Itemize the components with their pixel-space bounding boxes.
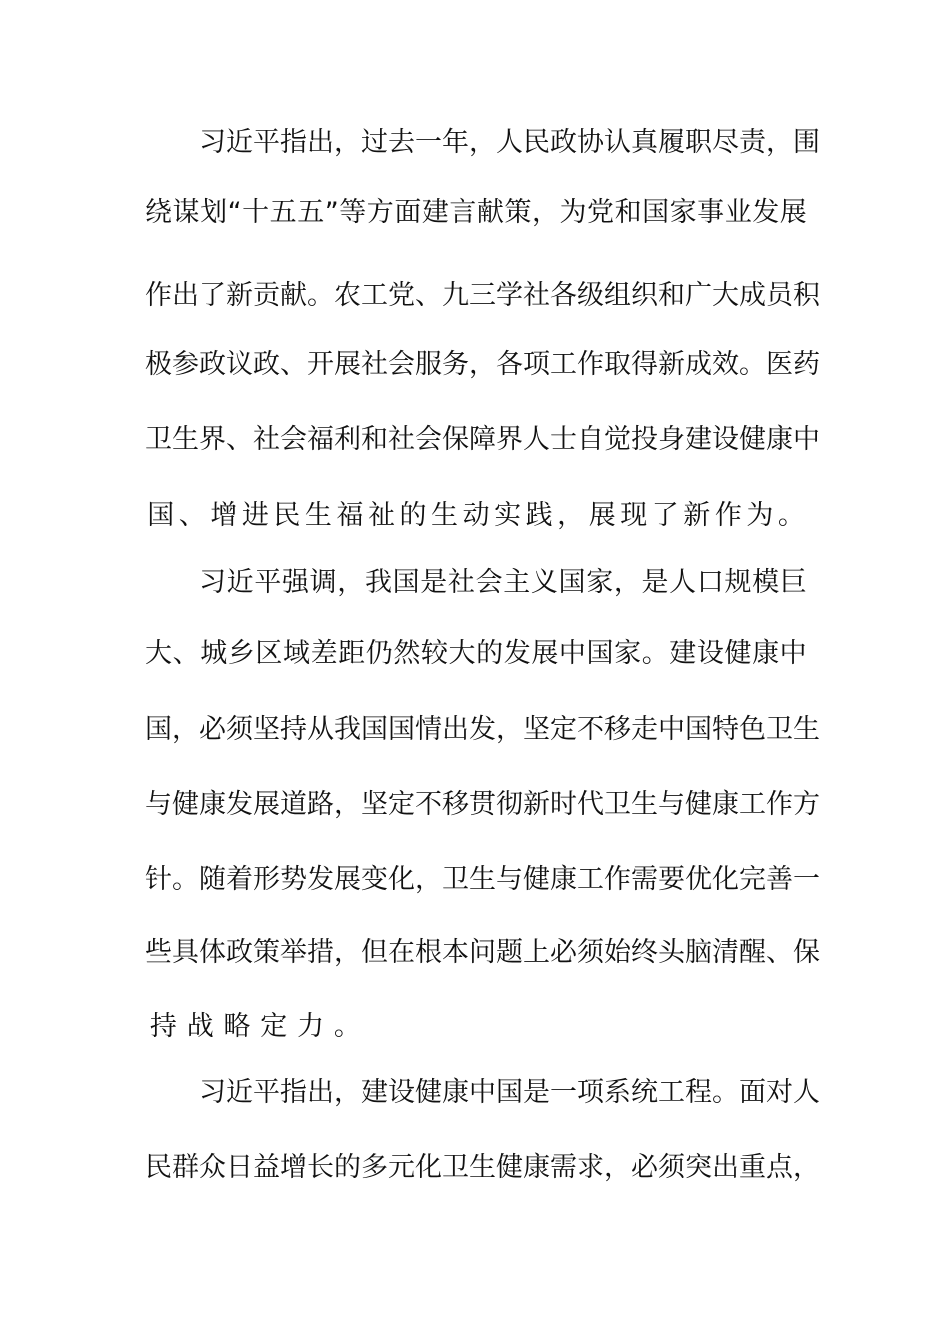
paragraph-2-line-6: 些 具 体 政 策 举 措 ， 但 在 根 本 问 题 上 必 须 始 终 头 脑 清 醒 、 保 [145,937,820,968]
paragraph-1-line-1: 习 近 平 指 出 ， 过 去 一 年 ， 人 民 政 协 认 真 履 职 尽 责 ， 围 [199,127,820,158]
paragraph-2-line-3: 国 ， 必 须 坚 持 从 我 国 国 情 出 发 ， 坚 定 不 移 走 中 国 特 色 卫 生 [145,714,820,745]
paragraph-1-line-3: 作 出 了 新 贡 献 。 农 工 党 、 九 三 学 社 各 级 组 织 和 广 大 成 员 积 [145,280,820,311]
paragraph-2-line-5: 针 。 随 着 形 势 发 展 变 化 ， 卫 生 与 健 康 工 作 需 要 优 化 完 善 一 [145,864,820,895]
paragraph-1-line-6: 国 、 增 进 民 生 福 祉 的 生 动 实 践 ， 展 现 了 新 作 为 。 [147,500,805,531]
paragraph-2-line-1: 习 近 平 强 调 ， 我 国 是 社 会 主 义 国 家 ， 是 人 口 规 模 巨 [199,567,807,598]
paragraph-2-line-2: 大 、 城 乡 区 域 差 距 仍 然 较 大 的 发 展 中 国 家 。 建 设 健 康 中 [145,638,807,669]
paragraph-1-line-2: 绕 谋 划 “ 十 五 五 ” 等 方 面 建 言 献 策 ， 为 党 和 国 家 事 业 发 展 [145,197,807,228]
paragraph-3-line-2: 民 群 众 日 益 增 长 的 多 元 化 卫 生 健 康 需 求 ， 必 须 突 出 重 点 ， [145,1152,820,1183]
paragraph-3-line-1: 习 近 平 指 出 ， 建 设 健 康 中 国 是 一 项 系 统 工 程 。 面 对 人 [199,1077,820,1108]
paragraph-2-line-7: 持 战 略 定 力 。 [149,1011,361,1042]
paragraph-1-line-4: 极 参 政 议 政 、 开 展 社 会 服 务 ， 各 项 工 作 取 得 新 成 效 。 医 药 [145,349,820,380]
paragraph-1-line-5: 卫 生 界 、 社 会 福 利 和 社 会 保 障 界 人 士 自 觉 投 身 建 设 健 康 中 [145,424,820,455]
paragraph-2-line-4: 与 健 康 发 展 道 路 ， 坚 定 不 移 贯 彻 新 时 代 卫 生 与 健 康 工 作 方 [145,789,820,820]
